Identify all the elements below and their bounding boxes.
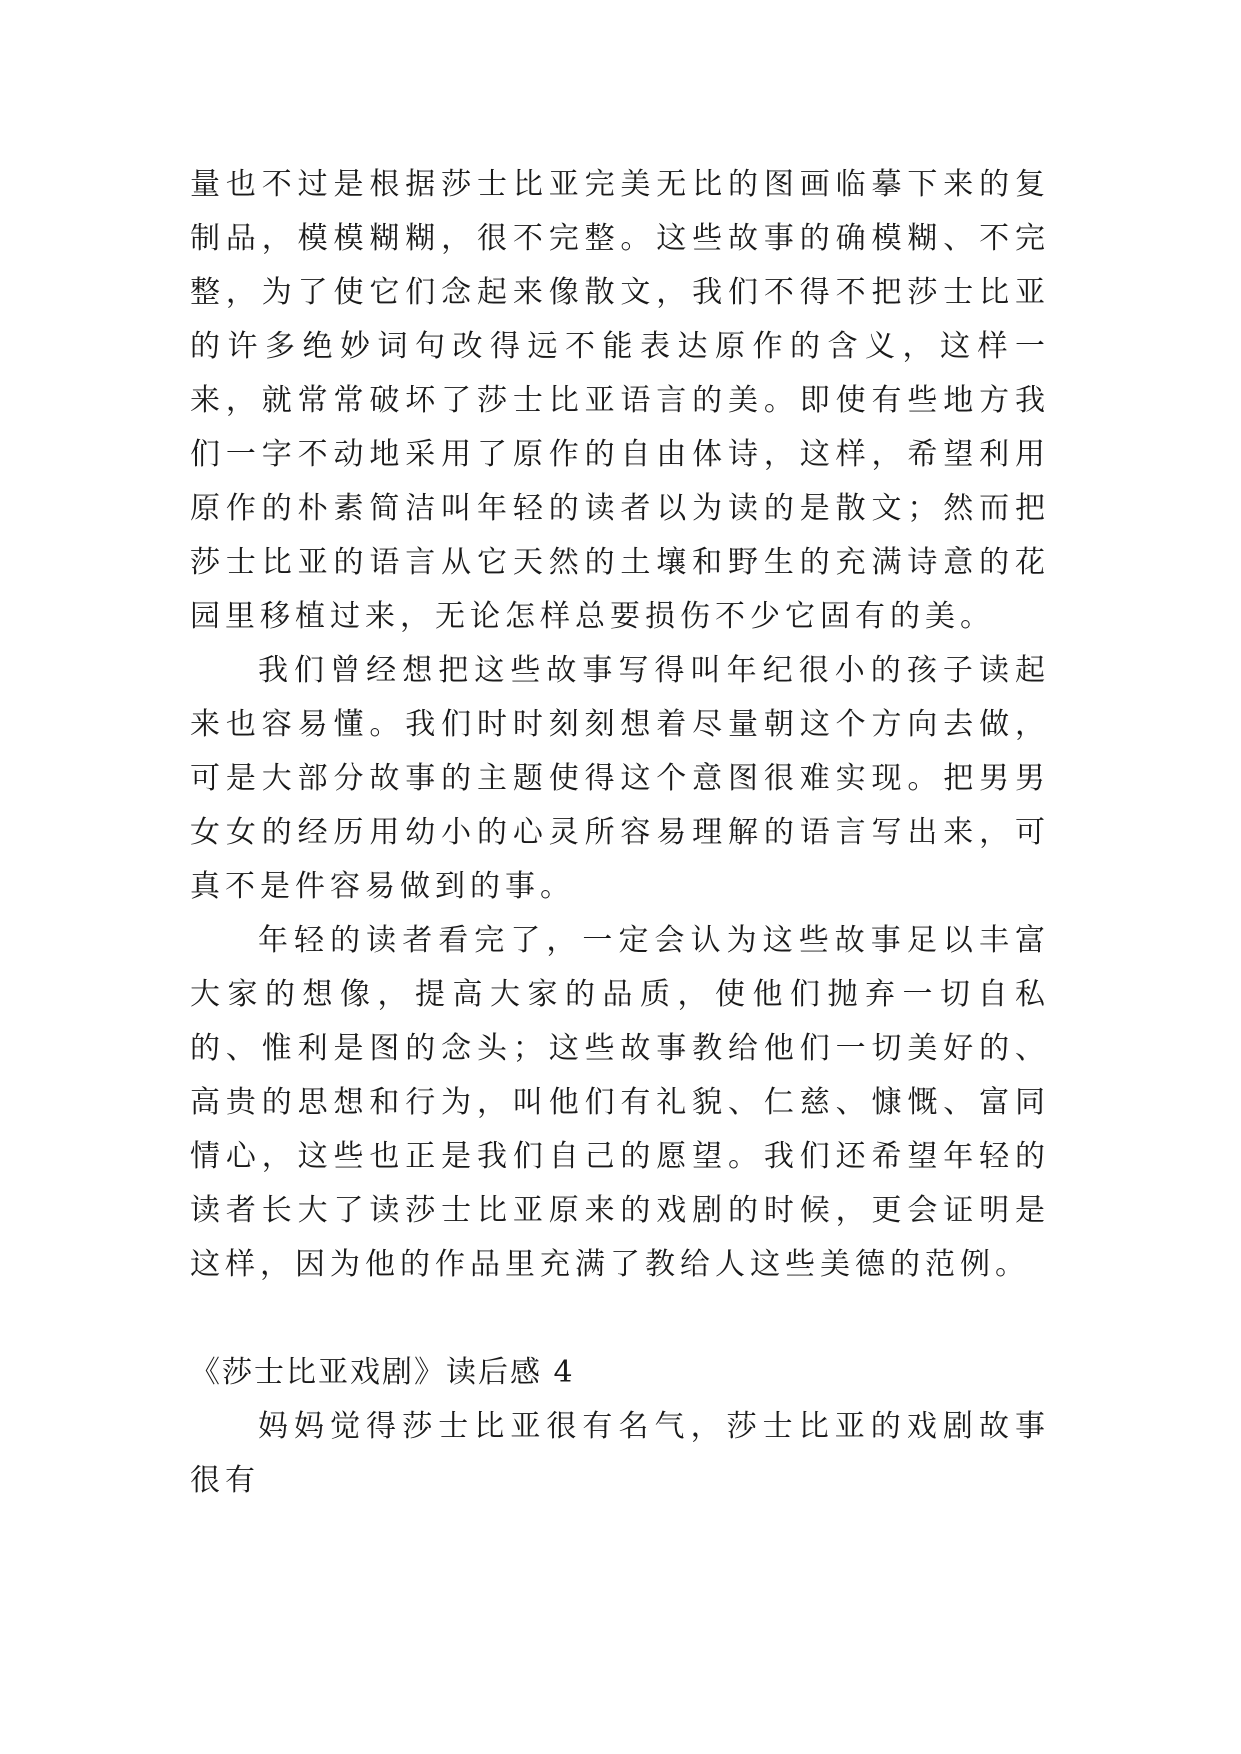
body-paragraph: 妈妈觉得莎士比亚很有名气，莎士比亚的戏剧故事很有 xyxy=(190,1409,1050,1498)
body-paragraph: 量也不过是根据莎士比亚完美无比的图画临摹下来的复制品，模模糊糊，很不完整。这些故事的确模糊、不完整，为了使它们念起来像散文，我们不得不把莎士比亚的许多绝妙词句改得远不能表达原作的含义，这样一来，就常常破坏了莎士比亚语言的美。即使有些地方我们一字不动地采用了原作的自由体诗，这样，希望利用原作的朴素简洁叫年轻的读者以为读的是散文；然而把莎士比亚的语言从它天然的土壤和野生的充满诗意的花园里移植过来，无论怎样总要损伤不少它固有的美。 xyxy=(190,167,1050,634)
body-paragraph: 我们曾经想把这些故事写得叫年纪很小的孩子读起来也容易懂。我们时时刻刻想着尽量朝这个方向去做，可是大部分故事的主题使得这个意图很难实现。把男男女女的经历用幼小的心灵所容易理解的语言写出来，可真不是件容易做到的事。 xyxy=(190,653,1050,904)
body-paragraph: 年轻的读者看完了，一定会认为这些故事足以丰富大家的想像，提高大家的品质，使他们抛弃一切自私的、惟利是图的念头；这些故事教给他们一切美好的、高贵的思想和行为，叫他们有礼貌、仁慈、慷慨、富同情心，这些也正是我们自己的愿望。我们还希望年轻的读者长大了读莎士比亚原来的戏剧的时候，更会证明是这样，因为他的作品里充满了教给人这些美德的范例。 xyxy=(190,923,1050,1282)
section-spacer xyxy=(190,1292,1050,1346)
section-title: 《莎士比亚戏剧》读后感 4 xyxy=(190,1355,575,1390)
document-page xyxy=(190,158,1050,1508)
